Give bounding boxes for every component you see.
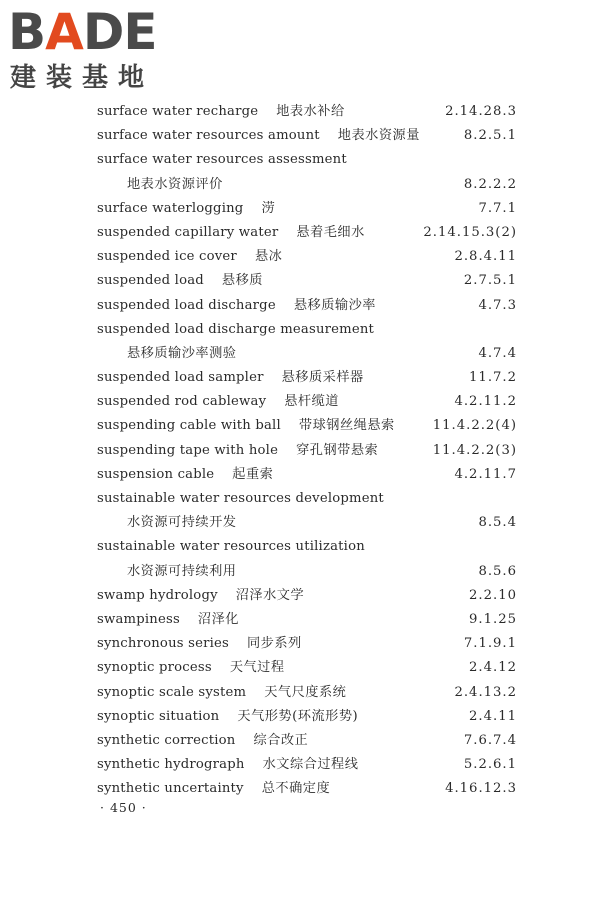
glossary-entry xyxy=(97,221,517,245)
entry-chinese-term: 同步系列 xyxy=(247,636,302,652)
entry-chinese-term: 沼泽水文学 xyxy=(235,587,305,603)
bade-logo xyxy=(6,4,176,96)
glossary-entry xyxy=(97,463,517,487)
glossary-entry xyxy=(97,608,517,632)
entry-english-term: suspending tape with hole xyxy=(97,442,279,458)
page-number: · 450 · xyxy=(100,800,147,815)
entry-english-term: synthetic uncertainty xyxy=(97,781,244,797)
entry-section-reference: 4.2.11.7 xyxy=(454,466,517,482)
glossary-entry xyxy=(97,729,517,753)
entry-chinese-term: 地表水资源评价 xyxy=(127,176,223,192)
glossary-entry xyxy=(97,753,517,777)
entry-english-term: surface water recharge xyxy=(97,104,259,119)
entry-section-reference: 2.14.15.3(2) xyxy=(423,224,517,240)
entry-section-reference: 2.8.4.11 xyxy=(454,249,517,265)
entry-section-reference: 2.4.12 xyxy=(469,660,517,676)
entry-english-term: synoptic scale system xyxy=(97,684,247,700)
entry-section-reference: 7.1.9.1 xyxy=(463,636,517,652)
entry-chinese-term: 悬移质采样器 xyxy=(281,370,364,386)
entry-english-term: sustainable water resources utilization xyxy=(97,539,365,555)
glossary-entry xyxy=(97,705,517,729)
glossary-entry xyxy=(97,777,517,801)
entry-section-reference: 8.2.2.2 xyxy=(463,176,517,192)
glossary-entry xyxy=(97,197,517,221)
entry-section-reference: 2.4.11 xyxy=(469,708,517,724)
glossary-entry-list xyxy=(97,100,517,801)
entry-english-term: suspended rod cableway xyxy=(97,394,267,410)
glossary-entry xyxy=(97,681,517,705)
entry-section-reference: 4.2.11.2 xyxy=(454,394,517,410)
entry-english-term: suspension cable xyxy=(97,466,215,482)
entry-section-reference: 11.4.2.2(3) xyxy=(432,442,517,458)
entry-chinese-term: 起重索 xyxy=(232,466,274,482)
entry-english-term: sustainable water resources development xyxy=(97,491,384,506)
glossary-entry xyxy=(97,560,517,584)
entry-chinese-term: 沼泽化 xyxy=(197,611,239,627)
entry-chinese-term: 悬移质输沙率测验 xyxy=(127,345,237,361)
glossary-entry xyxy=(97,100,517,124)
glossary-entry xyxy=(97,632,517,656)
glossary-entry xyxy=(97,124,517,148)
entry-chinese-term: 悬着毛细水 xyxy=(296,224,365,240)
entry-chinese-term: 总不确定度 xyxy=(261,781,331,797)
entry-chinese-term: 综合改正 xyxy=(253,732,309,748)
entry-english-term: suspending cable with ball xyxy=(97,418,281,434)
entry-chinese-term: 地表水补给 xyxy=(276,104,345,119)
entry-section-reference: 8.2.5.1 xyxy=(463,128,517,144)
entry-section-reference: 7.6.7.4 xyxy=(463,732,517,748)
entry-english-term: suspended load discharge measurement xyxy=(97,321,375,337)
entry-english-term: synchronous series xyxy=(97,636,229,652)
glossary-entry xyxy=(97,294,517,318)
entry-section-reference: 2.14.28.3 xyxy=(445,104,517,119)
entry-english-term: suspended ice cover xyxy=(97,249,237,265)
glossary-entry xyxy=(97,366,517,390)
entry-section-reference: 2.2.10 xyxy=(469,587,517,603)
logo-chinese-text: 建装基地 xyxy=(10,63,155,93)
entry-section-reference: 5.2.6.1 xyxy=(463,757,517,773)
glossary-entry xyxy=(97,342,517,366)
entry-section-reference: 8.5.4 xyxy=(478,515,517,531)
entry-chinese-term: 地表水资源量 xyxy=(337,128,420,144)
entry-section-reference: 4.7.3 xyxy=(478,297,517,313)
entry-chinese-term: 天气过程 xyxy=(229,660,285,676)
glossary-entry xyxy=(97,584,517,608)
glossary-entry xyxy=(97,390,517,414)
entry-english-term: suspended load discharge xyxy=(97,297,276,313)
glossary-entry xyxy=(97,439,517,463)
entry-section-reference: 8.5.6 xyxy=(478,563,517,579)
glossary-entry xyxy=(97,245,517,269)
entry-english-term: swamp hydrology xyxy=(97,587,218,603)
entry-english-term: surface waterlogging xyxy=(97,200,244,216)
entry-english-term: synoptic process xyxy=(97,660,212,676)
glossary-entry xyxy=(97,511,517,535)
entry-section-reference: 2.7.5.1 xyxy=(463,273,517,289)
entry-chinese-term: 水文综合过程线 xyxy=(262,757,359,773)
entry-chinese-term: 悬冰 xyxy=(254,249,283,265)
entry-english-term: surface water resources assessment xyxy=(97,152,347,168)
glossary-entry xyxy=(97,173,517,197)
entry-english-term: synthetic hydrograph xyxy=(97,757,245,773)
entry-english-term: swampiness xyxy=(97,611,180,627)
entry-section-reference: 11.4.2.2(4) xyxy=(432,418,517,434)
entry-english-term: synthetic correction xyxy=(97,732,236,748)
entry-section-reference: 7.7.1 xyxy=(478,200,517,216)
entry-chinese-term: 悬移质 xyxy=(221,273,263,289)
entry-chinese-term: 天气尺度系统 xyxy=(264,684,347,700)
glossary-entry xyxy=(97,269,517,293)
entry-english-term: suspended load xyxy=(97,273,204,289)
glossary-entry xyxy=(97,535,517,559)
entry-chinese-term: 水资源可持续开发 xyxy=(127,515,237,531)
entry-english-term: surface water resources amount xyxy=(97,128,320,144)
entry-english-term: suspended load sampler xyxy=(97,370,264,386)
entry-chinese-term: 带球钢丝绳悬索 xyxy=(298,418,395,434)
glossary-entry xyxy=(97,414,517,438)
entry-section-reference: 9.1.25 xyxy=(469,611,517,627)
glossary-entry xyxy=(97,656,517,680)
entry-section-reference: 2.4.13.2 xyxy=(454,684,517,700)
entry-chinese-term: 水资源可持续利用 xyxy=(127,563,237,579)
entry-chinese-term: 涝 xyxy=(261,200,276,216)
entry-english-term: suspended capillary water xyxy=(97,224,279,240)
logo-wordmark: BADE xyxy=(8,3,157,61)
entry-chinese-term: 悬杆缆道 xyxy=(284,394,339,410)
glossary-entry xyxy=(97,487,517,511)
entry-chinese-term: 穿孔钢带悬索 xyxy=(296,442,379,458)
glossary-entry xyxy=(97,148,517,172)
glossary-entry xyxy=(97,318,517,342)
entry-chinese-term: 天气形势(环流形势) xyxy=(237,708,359,724)
entry-chinese-term: 悬移质输沙率 xyxy=(293,297,376,313)
entry-section-reference: 4.7.4 xyxy=(478,345,517,361)
entry-section-reference: 4.16.12.3 xyxy=(445,781,517,797)
entry-english-term: synoptic situation xyxy=(97,708,220,724)
entry-section-reference: 11.7.2 xyxy=(469,370,517,386)
